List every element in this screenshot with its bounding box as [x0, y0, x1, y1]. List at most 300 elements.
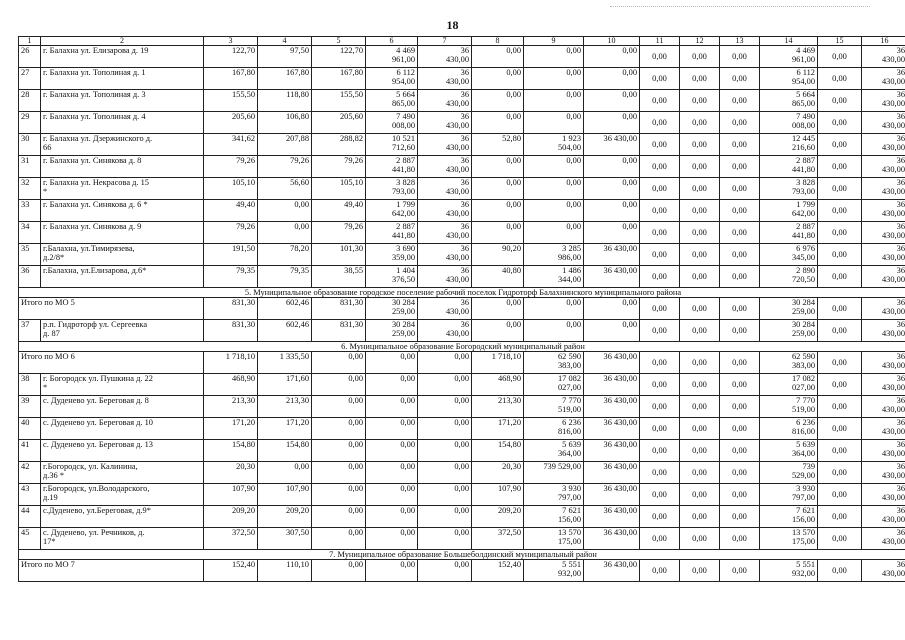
table-cell: 0,00 [524, 156, 584, 178]
table-cell: 372,50 [204, 528, 258, 550]
table-cell: 36 430,00 [584, 266, 640, 288]
table-cell: 0,00 [312, 352, 366, 374]
table-cell: 0,00 [680, 484, 720, 506]
table-cell: 155,50 [312, 90, 366, 112]
table-cell: 0,00 [312, 560, 366, 582]
table-cell: 0,00 [680, 528, 720, 550]
table-cell: 154,80 [258, 440, 312, 462]
table-cell: 0,00 [720, 134, 760, 156]
table-cell: 17 082 027,00 [760, 374, 818, 396]
table-cell: 0,00 [680, 68, 720, 90]
table-cell: 36 430,00 [418, 178, 472, 200]
table-cell: 1 718,10 [472, 352, 524, 374]
table-cell: 0,00 [366, 440, 418, 462]
table-cell: 0,00 [720, 440, 760, 462]
table-cell: 0,00 [584, 156, 640, 178]
column-header-12: 12 [680, 37, 720, 46]
table-cell: 52,80 [472, 134, 524, 156]
section-heading-row [19, 342, 905, 352]
table-cell: 0,00 [472, 68, 524, 90]
table-cell: 36 430,00 [862, 298, 905, 320]
table-cell: 0,00 [720, 112, 760, 134]
table-cell: 107,90 [472, 484, 524, 506]
table-cell: 0,00 [818, 90, 862, 112]
table-cell: 0,00 [720, 200, 760, 222]
table-cell: 372,50 [472, 528, 524, 550]
address-cell: г. Балахна ул. Тополиная д. 3 [41, 90, 204, 112]
table-cell: 0,00 [818, 396, 862, 418]
table-cell: 36 430,00 [584, 528, 640, 550]
table-cell: 0,00 [640, 156, 680, 178]
address-cell: г. Балахна ул. Некрасова д. 15 * [41, 178, 204, 200]
row-number: 26 [19, 46, 41, 68]
table-cell: 7 770 519,00 [524, 396, 584, 418]
address-cell: г. Балахна ул. Синякова д. 6 * [41, 200, 204, 222]
table-cell: 0,00 [720, 462, 760, 484]
table-cell: 40,80 [472, 266, 524, 288]
table-cell: 36 430,00 [862, 396, 905, 418]
address-cell: г.Балахна, ул.Елизарова, д.6* [41, 266, 204, 288]
column-header-16: 16 [862, 37, 905, 46]
table-cell: 0,00 [640, 320, 680, 342]
table-cell: 3 690 359,00 [366, 244, 418, 266]
table-cell: 831,30 [204, 298, 258, 320]
table-cell: 2 887 441,80 [366, 222, 418, 244]
table-cell: 0,00 [818, 440, 862, 462]
table-cell: 6 236 816,00 [524, 418, 584, 440]
table-cell: 3 828 793,00 [366, 178, 418, 200]
table-cell: 209,20 [204, 506, 258, 528]
table-row [19, 320, 905, 342]
address-cell: г. Балахна ул. Тополиная д. 4 [41, 112, 204, 134]
column-header-1: 1 [19, 37, 41, 46]
table-cell: 0,00 [720, 222, 760, 244]
table-cell: 4 469 961,00 [760, 46, 818, 68]
table-cell: 3 285 986,00 [524, 244, 584, 266]
table-cell: 36 430,00 [418, 90, 472, 112]
table-cell: 36 430,00 [584, 484, 640, 506]
table-cell: 90,20 [472, 244, 524, 266]
column-header-5: 5 [312, 37, 366, 46]
table-cell: 49,40 [312, 200, 366, 222]
table-cell: 0,00 [524, 200, 584, 222]
table-cell: 0,00 [640, 112, 680, 134]
subtotal-label: Итого по МО 7 [19, 560, 204, 582]
table-cell: 20,30 [472, 462, 524, 484]
table-cell: 79,35 [258, 266, 312, 288]
table-cell: 36 430,00 [418, 298, 472, 320]
table-cell: 49,40 [204, 200, 258, 222]
row-number: 44 [19, 506, 41, 528]
table-cell: 0,00 [640, 462, 680, 484]
table-cell: 0,00 [312, 418, 366, 440]
table-cell: 0,00 [524, 46, 584, 68]
table-cell: 36 430,00 [418, 156, 472, 178]
table-cell: 78,20 [258, 244, 312, 266]
column-header-13: 13 [720, 37, 760, 46]
table-cell: 0,00 [640, 352, 680, 374]
table-cell: 0,00 [680, 418, 720, 440]
table-cell: 739 529,00 [524, 462, 584, 484]
address-cell: г.Богородск, ул. Калинина, д.36 * [41, 462, 204, 484]
address-cell: г. Балахна ул. Синякова д. 9 [41, 222, 204, 244]
table-cell: 0,00 [818, 46, 862, 68]
table-cell: 0,00 [312, 396, 366, 418]
table-cell: 0,00 [680, 90, 720, 112]
table-cell: 107,90 [204, 484, 258, 506]
table-cell: 0,00 [584, 298, 640, 320]
table-cell: 0,00 [524, 68, 584, 90]
table-cell: 0,00 [312, 374, 366, 396]
table-cell: 5 551 932,00 [760, 560, 818, 582]
table-cell: 36 430,00 [584, 352, 640, 374]
table-cell: 602,46 [258, 320, 312, 342]
table-cell: 0,00 [472, 200, 524, 222]
table-cell: 171,60 [258, 374, 312, 396]
table-row [19, 178, 905, 200]
table-cell: 0,00 [680, 396, 720, 418]
table-row [19, 440, 905, 462]
table-cell: 1 404 376,50 [366, 266, 418, 288]
table-cell: 0,00 [418, 462, 472, 484]
table-cell: 831,30 [312, 320, 366, 342]
table-cell: 0,00 [680, 352, 720, 374]
table-cell: 0,00 [680, 320, 720, 342]
table-cell: 107,90 [258, 484, 312, 506]
table-cell: 0,00 [312, 440, 366, 462]
table-row [19, 396, 905, 418]
table-cell: 0,00 [418, 528, 472, 550]
table-cell: 0,00 [720, 528, 760, 550]
table-cell: 0,00 [720, 244, 760, 266]
table-cell: 0,00 [366, 528, 418, 550]
table-cell: 207,88 [258, 134, 312, 156]
table-cell: 154,80 [472, 440, 524, 462]
table-cell: 0,00 [720, 352, 760, 374]
table-cell: 0,00 [258, 462, 312, 484]
table-cell: 36 430,00 [584, 462, 640, 484]
table-cell: 13 570 175,00 [760, 528, 818, 550]
table-cell: 0,00 [680, 244, 720, 266]
table-cell: 205,60 [204, 112, 258, 134]
table-cell: 0,00 [640, 46, 680, 68]
subtotal-row [19, 298, 905, 320]
column-header-9: 9 [524, 37, 584, 46]
table-cell: 0,00 [818, 156, 862, 178]
table-cell: 0,00 [640, 374, 680, 396]
table-cell: 0,00 [640, 484, 680, 506]
row-number: 41 [19, 440, 41, 462]
row-number: 32 [19, 178, 41, 200]
table-cell: 0,00 [818, 506, 862, 528]
address-cell: с.Дуденево, ул.Береговая, д.9* [41, 506, 204, 528]
table-cell: 0,00 [818, 320, 862, 342]
table-cell: 79,26 [258, 156, 312, 178]
table-cell: 0,00 [366, 374, 418, 396]
table-cell: 831,30 [204, 320, 258, 342]
table-cell: 0,00 [680, 134, 720, 156]
table-cell: 0,00 [818, 298, 862, 320]
table-cell: 0,00 [640, 266, 680, 288]
table-cell: 0,00 [680, 374, 720, 396]
row-number: 28 [19, 90, 41, 112]
table-cell: 0,00 [720, 560, 760, 582]
table-cell: 0,00 [472, 156, 524, 178]
section-heading: 7. Муниципальное образование Большеболдинский муниципальный район [19, 550, 905, 560]
row-number: 42 [19, 462, 41, 484]
table-cell: 2 887 441,80 [760, 156, 818, 178]
table-row [19, 484, 905, 506]
table-cell: 62 590 383,00 [524, 352, 584, 374]
table-cell: 0,00 [366, 396, 418, 418]
table-cell: 0,00 [640, 200, 680, 222]
table-cell: 0,00 [818, 374, 862, 396]
table-cell: 36 430,00 [862, 374, 905, 396]
table-cell: 0,00 [720, 298, 760, 320]
table-cell: 0,00 [640, 134, 680, 156]
table-cell: 36 430,00 [584, 244, 640, 266]
subtotal-row [19, 560, 905, 582]
table-cell: 36 430,00 [418, 112, 472, 134]
table-cell: 213,30 [204, 396, 258, 418]
table-cell: 0,00 [472, 112, 524, 134]
table-cell: 0,00 [366, 352, 418, 374]
table-cell: 0,00 [680, 298, 720, 320]
table-cell: 36 430,00 [584, 560, 640, 582]
table-cell: 36 430,00 [418, 200, 472, 222]
table-cell: 0,00 [680, 112, 720, 134]
table-cell: 0,00 [524, 320, 584, 342]
table-cell: 0,00 [640, 244, 680, 266]
table-cell: 36 430,00 [584, 134, 640, 156]
table-cell: 1 335,50 [258, 352, 312, 374]
table-cell: 1 923 504,00 [524, 134, 584, 156]
table-cell: 13 570 175,00 [524, 528, 584, 550]
address-cell: с. Дуденево ул. Береговая д. 13 [41, 440, 204, 462]
row-number: 34 [19, 222, 41, 244]
table-cell: 0,00 [720, 418, 760, 440]
table-cell: 36 430,00 [862, 560, 905, 582]
table-cell: 5 639 364,00 [760, 440, 818, 462]
table-cell: 36 430,00 [418, 266, 472, 288]
table-cell: 5 664 865,00 [760, 90, 818, 112]
table-cell: 0,00 [640, 68, 680, 90]
table-cell: 0,00 [818, 352, 862, 374]
table-cell: 0,00 [472, 320, 524, 342]
table-cell: 0,00 [472, 222, 524, 244]
row-number: 33 [19, 200, 41, 222]
table-cell: 0,00 [818, 134, 862, 156]
table-cell: 36 430,00 [418, 68, 472, 90]
table-cell: 0,00 [818, 560, 862, 582]
table-cell: 1 799 642,00 [366, 200, 418, 222]
table-cell: 0,00 [418, 560, 472, 582]
column-number-header [19, 37, 905, 46]
table-cell: 0,00 [680, 560, 720, 582]
table-cell: 7 621 156,00 [760, 506, 818, 528]
address-cell: г. Балахна ул. Дзержинского д. 66 [41, 134, 204, 156]
row-number: 43 [19, 484, 41, 506]
table-cell: 6 112 954,00 [760, 68, 818, 90]
table-cell: 36 430,00 [584, 418, 640, 440]
row-number: 31 [19, 156, 41, 178]
table-cell: 5 551 932,00 [524, 560, 584, 582]
address-cell: с. Дуденево ул. Береговая д. 10 [41, 418, 204, 440]
column-header-3: 3 [204, 37, 258, 46]
table-row [19, 418, 905, 440]
table-cell: 36 430,00 [584, 440, 640, 462]
table-cell: 209,20 [472, 506, 524, 528]
table-cell: 0,00 [640, 506, 680, 528]
table-cell: 0,00 [524, 112, 584, 134]
row-number: 29 [19, 112, 41, 134]
row-number: 27 [19, 68, 41, 90]
table-cell: 468,90 [472, 374, 524, 396]
table-cell: 0,00 [312, 506, 366, 528]
table-cell: 36 430,00 [862, 244, 905, 266]
table-cell: 0,00 [640, 178, 680, 200]
table-cell: 2 887 441,80 [760, 222, 818, 244]
table-cell: 0,00 [818, 244, 862, 266]
table-row [19, 68, 905, 90]
subtotal-label: Итого по МО 5 [19, 298, 204, 320]
table-cell: 0,00 [680, 178, 720, 200]
table-cell: 30 284 259,00 [366, 298, 418, 320]
table-cell: 307,50 [258, 528, 312, 550]
table-cell: 0,00 [524, 178, 584, 200]
table-cell: 0,00 [312, 528, 366, 550]
table-cell: 36 430,00 [862, 266, 905, 288]
table-cell: 831,30 [312, 298, 366, 320]
table-cell: 5 664 865,00 [366, 90, 418, 112]
table-cell: 0,00 [312, 462, 366, 484]
table-cell: 152,40 [204, 560, 258, 582]
table-cell: 0,00 [818, 68, 862, 90]
table-cell: 0,00 [418, 396, 472, 418]
table-cell: 0,00 [640, 440, 680, 462]
table-cell: 0,00 [640, 560, 680, 582]
column-header-7: 7 [418, 37, 472, 46]
table-cell: 0,00 [720, 156, 760, 178]
table-cell: 6 112 954,00 [366, 68, 418, 90]
table-cell: 171,20 [258, 418, 312, 440]
table-cell: 30 284 259,00 [760, 320, 818, 342]
table-cell: 1 718,10 [204, 352, 258, 374]
table-cell: 0,00 [524, 298, 584, 320]
housing-cost-table [18, 36, 905, 582]
table-cell: 0,00 [584, 46, 640, 68]
table-cell: 0,00 [418, 506, 472, 528]
table-cell: 0,00 [818, 462, 862, 484]
row-number: 39 [19, 396, 41, 418]
table-cell: 38,55 [312, 266, 366, 288]
table-cell: 209,20 [258, 506, 312, 528]
table-cell: 118,80 [258, 90, 312, 112]
table-cell: 101,30 [312, 244, 366, 266]
column-header-6: 6 [366, 37, 418, 46]
table-cell: 0,00 [366, 462, 418, 484]
table-cell: 79,26 [204, 156, 258, 178]
table-cell: 105,10 [204, 178, 258, 200]
table-cell: 288,82 [312, 134, 366, 156]
table-cell: 0,00 [640, 396, 680, 418]
table-cell: 0,00 [366, 506, 418, 528]
table-cell: 0,00 [366, 484, 418, 506]
address-cell: г. Балахна ул. Тополиная д. 1 [41, 68, 204, 90]
table-row [19, 134, 905, 156]
address-cell: г. Богородск ул. Пушкина д. 22 * [41, 374, 204, 396]
section-heading-row [19, 550, 905, 560]
table-cell: 4 469 961,00 [366, 46, 418, 68]
column-header-15: 15 [818, 37, 862, 46]
table-cell: 36 430,00 [862, 112, 905, 134]
table-cell: 167,80 [258, 68, 312, 90]
table-cell: 7 770 519,00 [760, 396, 818, 418]
table-cell: 0,00 [818, 200, 862, 222]
table-cell: 3 930 797,00 [524, 484, 584, 506]
section-heading-row [19, 288, 905, 298]
table-cell: 56,60 [258, 178, 312, 200]
column-header-11: 11 [640, 37, 680, 46]
table-cell: 7 490 008,00 [366, 112, 418, 134]
table-cell: 36 430,00 [862, 440, 905, 462]
table-cell: 36 430,00 [862, 352, 905, 374]
table-row [19, 462, 905, 484]
table-row [19, 222, 905, 244]
table-cell: 0,00 [472, 178, 524, 200]
section-heading: 6. Муниципальное образование Богородский муниципальный район [19, 342, 905, 352]
table-cell: 0,00 [258, 200, 312, 222]
table-cell: 36 430,00 [862, 156, 905, 178]
table-cell: 1 486 344,00 [524, 266, 584, 288]
table-cell: 0,00 [584, 222, 640, 244]
table-cell: 79,26 [312, 156, 366, 178]
table-row [19, 528, 905, 550]
table-cell: 0,00 [640, 298, 680, 320]
table-cell: 0,00 [366, 418, 418, 440]
address-cell: г. Балахна ул. Елизарова д. 19 [41, 46, 204, 68]
table-cell: 0,00 [720, 68, 760, 90]
table-cell: 0,00 [472, 46, 524, 68]
table-cell: 602,46 [258, 298, 312, 320]
table-cell: 36 430,00 [418, 134, 472, 156]
row-number: 36 [19, 266, 41, 288]
table-row [19, 374, 905, 396]
table-cell: 36 430,00 [418, 46, 472, 68]
table-cell: 36 430,00 [862, 200, 905, 222]
table-cell: 0,00 [584, 90, 640, 112]
table-cell: 0,00 [312, 484, 366, 506]
row-number: 38 [19, 374, 41, 396]
table-cell: 122,70 [312, 46, 366, 68]
address-cell: г.Балахна, ул.Тимирязева, д.2/8* [41, 244, 204, 266]
table-cell: 205,60 [312, 112, 366, 134]
row-number: 37 [19, 320, 41, 342]
table-cell: 152,40 [472, 560, 524, 582]
column-header-10: 10 [584, 37, 640, 46]
table-cell: 36 430,00 [584, 506, 640, 528]
table-cell: 36 430,00 [418, 244, 472, 266]
table-cell: 0,00 [524, 222, 584, 244]
table-cell: 0,00 [680, 440, 720, 462]
section-heading: 5. Муниципальное образование городское поселение рабочий поселок Гидроторф Балахнинского муниципального района [19, 288, 905, 298]
table-cell: 191,50 [204, 244, 258, 266]
address-cell: с. Дуденево, ул. Речников, д. 17* [41, 528, 204, 550]
table-cell: 62 590 383,00 [760, 352, 818, 374]
table-cell: 0,00 [366, 560, 418, 582]
table-cell: 468,90 [204, 374, 258, 396]
address-cell: г. Балахна ул. Синякова д. 8 [41, 156, 204, 178]
